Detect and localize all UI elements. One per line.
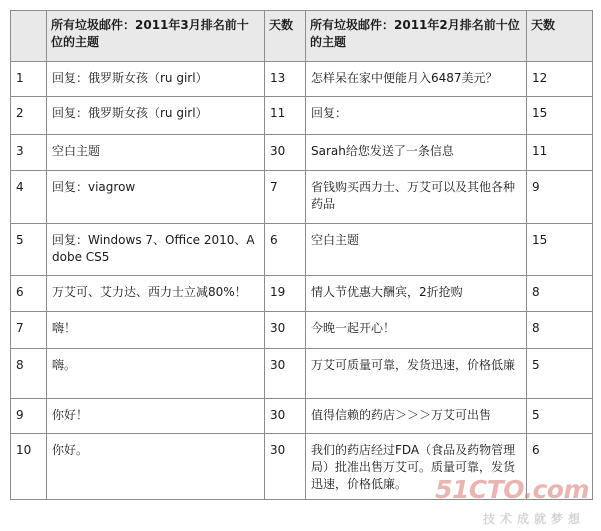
rank-cell: 7 — [11, 312, 47, 349]
header-march-days: 天数 — [265, 11, 306, 62]
feb-days-cell: 8 — [527, 276, 593, 312]
feb-subject-cell: 空白主题 — [306, 224, 527, 276]
spam-subjects-table — [10, 10, 593, 500]
table-row — [11, 434, 593, 500]
header-index — [11, 11, 47, 62]
rank-cell: 8 — [11, 349, 47, 399]
feb-days-cell: 5 — [527, 349, 593, 399]
feb-days-cell: 5 — [527, 399, 593, 434]
header-march-subject: 所有垃圾邮件：2011年3月排名前十位的主题 — [47, 11, 265, 62]
feb-subject-cell: 值得信赖的药店＞＞＞万艾可出售 — [306, 399, 527, 434]
table-body — [11, 62, 593, 500]
header-row — [11, 11, 593, 62]
feb-subject-cell: 回复： — [306, 97, 527, 135]
rank-cell: 3 — [11, 135, 47, 171]
feb-subject-cell: 情人节优惠大酬宾，2折抢购 — [306, 276, 527, 312]
table-row — [11, 171, 593, 224]
march-subject-cell: 回复：viagrow — [47, 171, 265, 224]
table-row — [11, 97, 593, 135]
feb-days-cell: 15 — [527, 224, 593, 276]
march-days-cell: 7 — [265, 171, 306, 224]
march-days-cell: 13 — [265, 62, 306, 97]
rank-cell: 1 — [11, 62, 47, 97]
rank-cell: 4 — [11, 171, 47, 224]
march-days-cell: 6 — [265, 224, 306, 276]
march-days-cell: 30 — [265, 312, 306, 349]
march-subject-cell: 回复：俄罗斯女孩（ru girl） — [47, 97, 265, 135]
feb-subject-cell: 我们的药店经过FDA（食品及药物管理局）批准出售万艾可。质量可靠，发货迅速，价格低廉。 — [306, 434, 527, 500]
march-subject-cell: 嗨。 — [47, 349, 265, 399]
table-row — [11, 62, 593, 97]
feb-subject-cell: 万艾可质量可靠，发货迅速，价格低廉 — [306, 349, 527, 399]
march-subject-cell: 万艾可、艾力达、西力士立减80%！ — [47, 276, 265, 312]
march-days-cell: 30 — [265, 349, 306, 399]
march-days-cell: 30 — [265, 434, 306, 500]
march-subject-cell: 空白主题 — [47, 135, 265, 171]
header-feb-days: 天数 — [527, 11, 593, 62]
march-subject-cell: 嗨！ — [47, 312, 265, 349]
rank-cell: 10 — [11, 434, 47, 500]
feb-subject-cell: Sarah给您发送了一条信息 — [306, 135, 527, 171]
header-feb-subject: 所有垃圾邮件：2011年2月排名前十位的主题 — [306, 11, 527, 62]
march-subject-cell: 你好！ — [47, 399, 265, 434]
feb-days-cell: 12 — [527, 62, 593, 97]
watermark-logo: 51CTO.com — [435, 475, 589, 504]
table-row — [11, 224, 593, 276]
march-subject-cell: 回复：俄罗斯女孩（ru girl） — [47, 62, 265, 97]
feb-subject-cell: 今晚一起开心！ — [306, 312, 527, 349]
watermark-tagline: 技术成就梦想 — [482, 512, 585, 526]
table-header — [11, 11, 593, 62]
march-days-cell: 30 — [265, 399, 306, 434]
feb-days-cell: 11 — [527, 135, 593, 171]
feb-days-cell: 8 — [527, 312, 593, 349]
table-row — [11, 276, 593, 312]
table-row — [11, 349, 593, 399]
feb-subject-cell: 省钱购买西力士、万艾可以及其他各种药品 — [306, 171, 527, 224]
feb-days-cell: 6 — [527, 434, 593, 500]
march-subject-cell: 你好。 — [47, 434, 265, 500]
march-days-cell: 11 — [265, 97, 306, 135]
march-days-cell: 30 — [265, 135, 306, 171]
table-row — [11, 399, 593, 434]
table-row — [11, 312, 593, 349]
rank-cell: 5 — [11, 224, 47, 276]
feb-days-cell: 15 — [527, 97, 593, 135]
rank-cell: 9 — [11, 399, 47, 434]
march-days-cell: 19 — [265, 276, 306, 312]
rank-cell: 6 — [11, 276, 47, 312]
march-subject-cell: 回复：Windows 7、Office 2010、Adobe CS5 — [47, 224, 265, 276]
feb-subject-cell: 怎样呆在家中便能月入6487美元？ — [306, 62, 527, 97]
feb-days-cell: 9 — [527, 171, 593, 224]
table-row — [11, 135, 593, 171]
rank-cell: 2 — [11, 97, 47, 135]
